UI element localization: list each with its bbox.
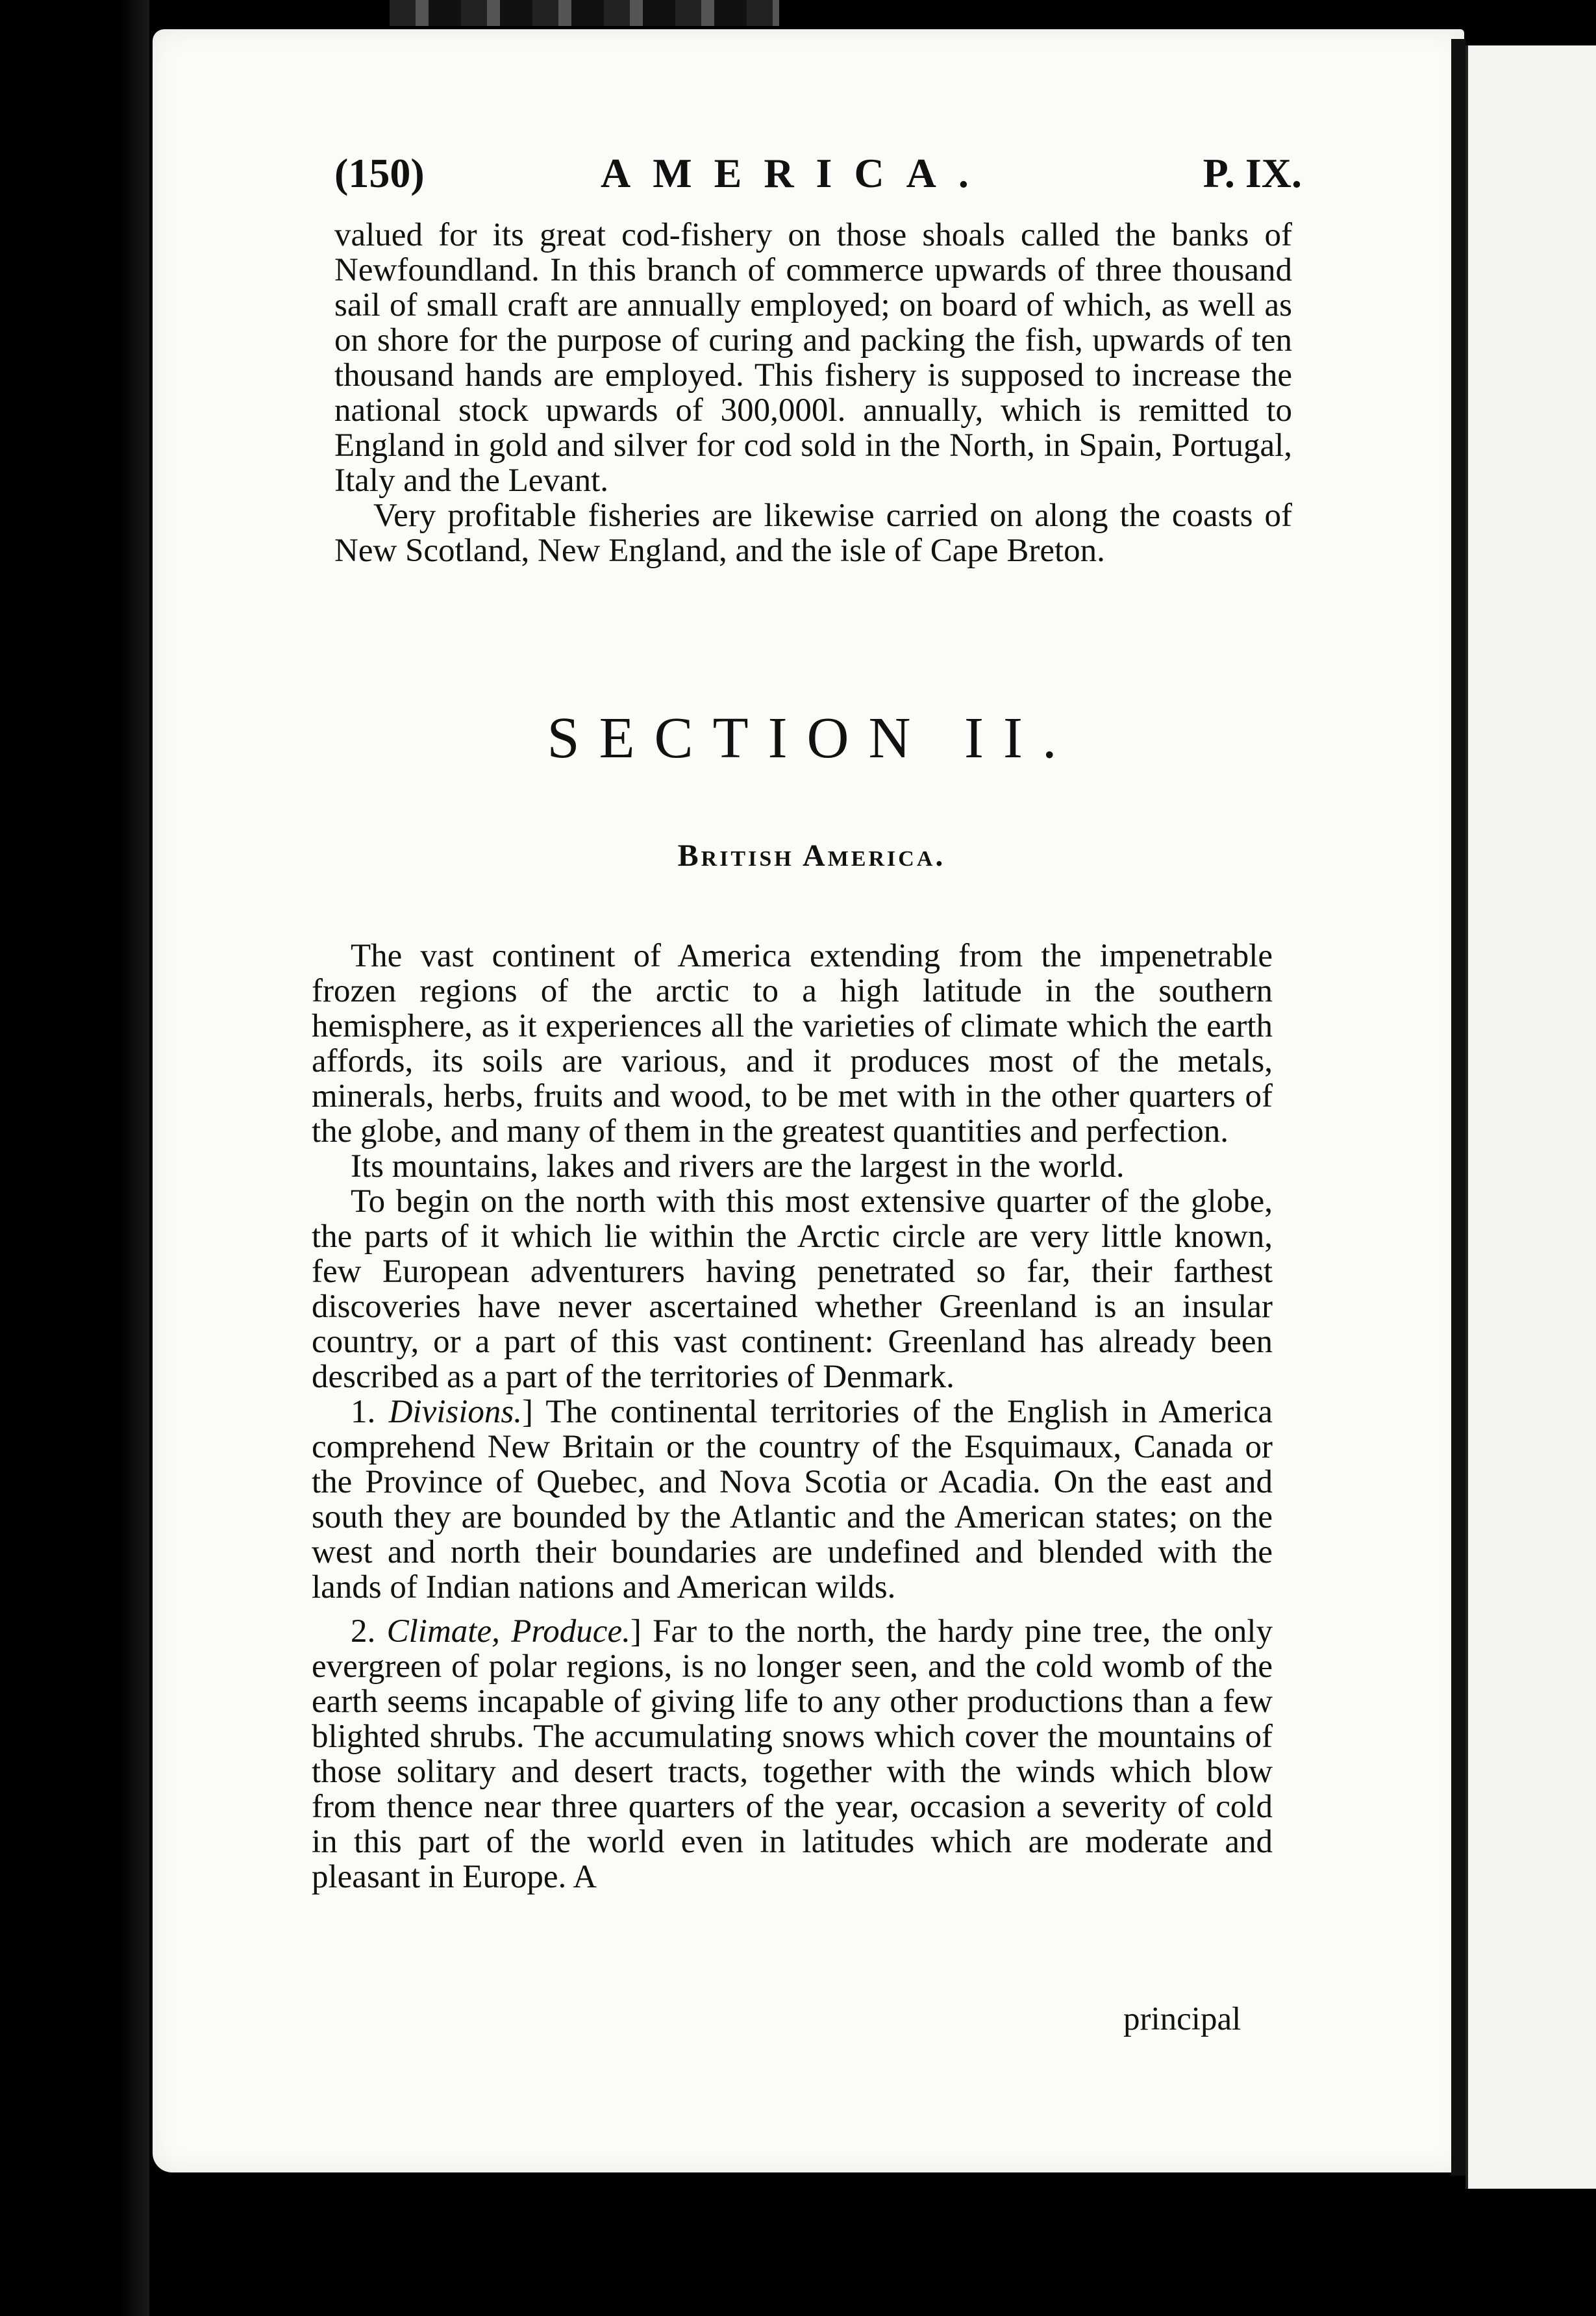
- divisions-paragraph: [312, 1394, 1273, 1605]
- running-title: AMERICA.: [601, 150, 991, 196]
- fisheries-paragraph: Very profitable fisheries are likewise carried on along the coasts of New Scotland, New England, and the isle of Cape Breton.: [334, 497, 1292, 569]
- section-subheading: British America.: [677, 838, 946, 873]
- climate-bracket: ]: [630, 1613, 642, 1650]
- opening-paragraph: valued for its great cod-fishery on those shoals called the banks of Newfoundland. In this branch of commerce upwards of three thousand sail of small craft are annually employed; on board of which, as well as on shore for the purpose of curing and packing the fish, upwards of ten thousand hands are employed. This fishery is supposed to increase the national stock upwards of 300,000l. annually, which is remitted to England in gold and silver for cod sold in the North, in Spain, Portugal, Italy and the Levant.: [334, 217, 1292, 499]
- page-edge-shadow: [1451, 39, 1465, 2176]
- main-text-block: [312, 938, 1273, 1894]
- running-head: [334, 143, 1302, 214]
- top-text-block: [334, 218, 1292, 568]
- divisions-heading: Divisions.: [388, 1394, 523, 1430]
- divisions-bracket: ]: [522, 1394, 533, 1430]
- continent-paragraph: The vast continent of America extending from the impenetrable frozen regions of the arctic to a high latitude in the southern hemisphere, as it experiences all the varieties of climate which the earth affords, its soils are various, and it produces most of the metals, minerals, herbs, fruits and wood, to be met with in the other quarters of the globe, and many of them in the greatest quantities and perfection.: [312, 938, 1273, 1150]
- page-number: (150): [334, 150, 425, 196]
- part-marker: P. IX.: [1203, 150, 1302, 196]
- divisions-text: The continental territories of the English in America comprehend New Britain or the country of the Esquimaux, Canada or the Province of Quebec, and Nova Scotia or Acadia. On the east and south they are bounded by the Atlantic and the American states; on the west and north their boundaries are undefined and blended with the lands of Indian nations and American wilds.: [312, 1394, 1273, 1605]
- divisions-number: 1.: [351, 1394, 376, 1430]
- catchword: principal: [1123, 2001, 1241, 2037]
- binding-strip: [390, 0, 779, 26]
- section-heading: SECTION II.: [547, 706, 1077, 770]
- north-paragraph: To begin on the north with this most extensive quarter of the globe, the parts of it which lie within the Arctic circle are very little known, few European adventurers having penetrated so far, their farthest discoveries have never ascertained whether Greenland is an insular country, or a part of this vast continent: Greenland has already been described as a part of the territories of Denmark.: [312, 1183, 1273, 1395]
- facing-page-edge: [1465, 45, 1596, 2189]
- mountains-paragraph: Its mountains, lakes and rivers are the largest in the world.: [351, 1148, 1125, 1185]
- climate-text: Far to the north, the hardy pine tree, the only evergreen of polar regions, is no longer seen, and the cold womb of the earth seems incapable of giving life to any other productions than a few blighted shrubs. The accumulating snows which cover the mountains of those solitary and desert tracts, together with the winds which blow from thence near three quarters of the year, occasion a severity of cold in this part of the world even in latitudes which are moderate and pleasant in Europe. A: [312, 1613, 1273, 1895]
- climate-number: 2.: [351, 1613, 376, 1650]
- climate-heading: Climate, Produce.: [386, 1613, 630, 1650]
- book-spine: [0, 0, 149, 2316]
- climate-paragraph: [312, 1614, 1273, 1894]
